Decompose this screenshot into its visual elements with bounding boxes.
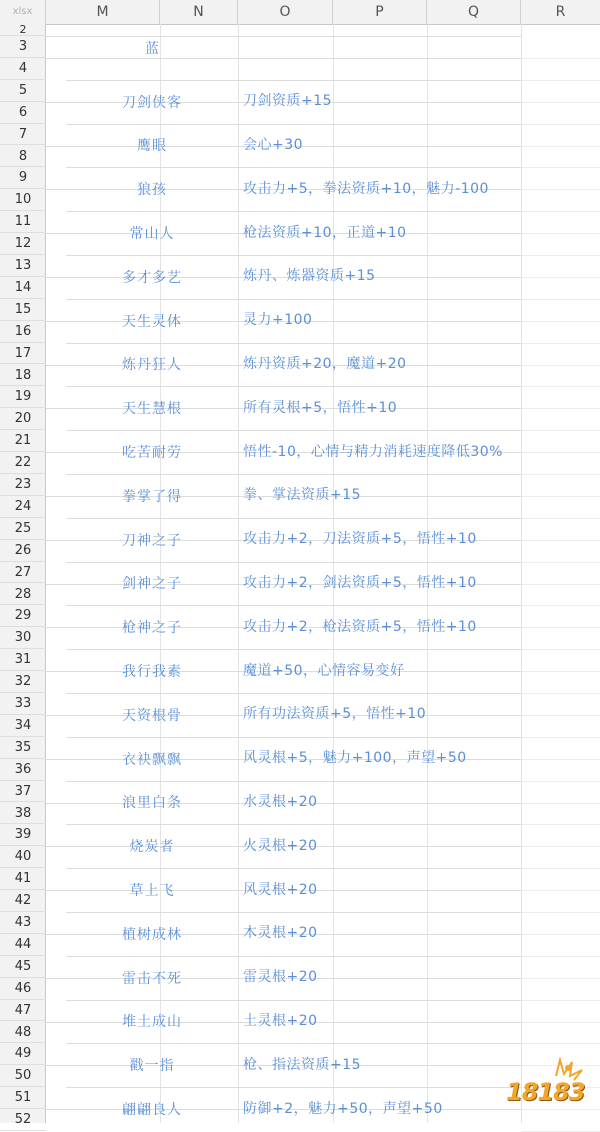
trait-effect-cell[interactable]: 枪、指法资质+15 xyxy=(243,1056,362,1073)
grid-row-line xyxy=(521,80,600,81)
row-number[interactable]: 7 xyxy=(0,124,46,146)
row-number[interactable]: 42 xyxy=(0,890,46,912)
row-number[interactable]: 27 xyxy=(0,562,46,584)
grid-row-line xyxy=(521,846,600,847)
grid-row-line xyxy=(521,912,600,913)
grid-row-line xyxy=(521,518,600,519)
trait-effect-cell[interactable]: 水灵根+20 xyxy=(243,793,318,810)
grid-row-line xyxy=(521,540,600,541)
trait-name-cell[interactable]: 炼丹狂人 xyxy=(122,357,182,374)
trait-name-cell[interactable]: 戳一指 xyxy=(129,1058,175,1075)
grid-row-line xyxy=(521,430,600,431)
trait-effect-cell[interactable]: 攻击力+2，剑法资质+5，悟性+10 xyxy=(243,574,477,591)
row-number[interactable]: 15 xyxy=(0,299,46,321)
grid-row-line xyxy=(521,737,600,738)
trait-effect-cell[interactable]: 所有灵根+5，悟性+10 xyxy=(243,399,398,416)
grid-row-line xyxy=(521,255,600,256)
trait-effect-cell[interactable]: 攻击力+2，枪法资质+5，悟性+10 xyxy=(243,618,477,635)
column-header-bar xyxy=(0,0,600,25)
trait-name-cell[interactable]: 我行我素 xyxy=(122,664,182,681)
trait-effect-cell[interactable]: 拳、掌法资质+15 xyxy=(243,487,362,504)
row-number[interactable]: 20 xyxy=(0,408,46,430)
row-number[interactable]: 31 xyxy=(0,649,46,671)
column-header-r[interactable]: R xyxy=(555,4,566,20)
grid-row-line xyxy=(521,233,600,234)
row-number[interactable]: 43 xyxy=(0,912,46,934)
grid-row-line xyxy=(521,693,600,694)
grid-row-line xyxy=(521,452,600,453)
grid-row-line xyxy=(521,627,600,628)
row-number[interactable]: 2 xyxy=(0,24,46,36)
row-number[interactable]: 30 xyxy=(0,627,46,649)
grid-row-line xyxy=(521,1022,600,1023)
trait-name-cell[interactable]: 雷击不死 xyxy=(122,970,182,987)
row-number[interactable]: 28 xyxy=(0,584,46,606)
grid-row-line xyxy=(521,605,600,606)
trait-name-cell[interactable]: 吃苦耐劳 xyxy=(122,445,182,462)
trait-effect-cell[interactable]: 悟性-10，心情与精力消耗速度降低30% xyxy=(243,443,503,460)
trait-effect-cell[interactable]: 枪法资质+10，正道+10 xyxy=(243,224,407,241)
grid-row-line xyxy=(521,386,600,387)
row-number[interactable]: 23 xyxy=(0,474,46,496)
row-number[interactable]: 6 xyxy=(0,102,46,124)
grid-row-line xyxy=(46,36,521,37)
row-number[interactable]: 34 xyxy=(0,715,46,737)
trait-effect-cell[interactable]: 刀剑资质+15 xyxy=(243,93,333,110)
row-number[interactable]: 50 xyxy=(0,1065,46,1087)
row-number[interactable]: 24 xyxy=(0,496,46,518)
grid-row-line xyxy=(521,167,600,168)
row-number[interactable]: 37 xyxy=(0,781,46,803)
row-number[interactable]: 11 xyxy=(0,211,46,233)
row-number[interactable]: 45 xyxy=(0,956,46,978)
grid-row-line xyxy=(521,1043,600,1044)
grid-row-line xyxy=(521,146,600,147)
grid-row-line xyxy=(521,343,600,344)
trait-effect-cell[interactable]: 雷灵根+20 xyxy=(243,969,318,986)
column-header-o[interactable]: O xyxy=(238,0,333,24)
row-number[interactable]: 41 xyxy=(0,868,46,890)
row-number[interactable]: 16 xyxy=(0,321,46,343)
grid-row-line xyxy=(521,671,600,672)
row-number[interactable]: 40 xyxy=(0,846,46,868)
trait-name-cell[interactable]: 浪里白条 xyxy=(122,795,182,812)
trait-name-cell[interactable]: 天生灵体 xyxy=(122,313,182,330)
row-number[interactable]: 21 xyxy=(0,430,46,452)
grid-row-line xyxy=(521,934,600,935)
grid-row-line xyxy=(521,781,600,782)
grid-row-line xyxy=(521,365,600,366)
trait-effect-cell[interactable]: 火灵根+20 xyxy=(243,837,318,854)
trait-name-cell[interactable]: 翩翩良人 xyxy=(122,1102,182,1119)
trait-name-cell[interactable]: 拳掌了得 xyxy=(122,488,182,505)
trait-effect-cell[interactable]: 炼丹、炼器资质+15 xyxy=(243,268,376,285)
grid-row-line xyxy=(521,759,600,760)
column-header-p[interactable]: P xyxy=(333,0,427,24)
site-logo xyxy=(506,1056,590,1110)
row-number[interactable]: 44 xyxy=(0,934,46,956)
trait-name-cell[interactable]: 草上飞 xyxy=(129,883,175,900)
grid-row-line xyxy=(521,584,600,585)
trait-name-cell[interactable]: 枪神之子 xyxy=(122,620,182,637)
grid-row-line xyxy=(521,562,600,563)
row-number[interactable]: 47 xyxy=(0,1000,46,1022)
row-number[interactable]: 36 xyxy=(0,759,46,781)
trait-name-cell[interactable]: 植树成林 xyxy=(122,926,182,943)
row-number[interactable]: 25 xyxy=(0,518,46,540)
row-number[interactable]: 52 xyxy=(0,1109,46,1131)
column-header-q[interactable]: Q xyxy=(427,0,521,24)
row-number[interactable]: 26 xyxy=(0,540,46,562)
row-number[interactable]: 49 xyxy=(0,1043,46,1065)
grid-row-line xyxy=(521,890,600,891)
trait-name-cell[interactable]: 衣袂飘飘 xyxy=(122,751,182,768)
row-number[interactable]: 46 xyxy=(0,978,46,1000)
trait-name-cell[interactable]: 常山人 xyxy=(129,226,175,243)
trait-effect-cell[interactable]: 攻击力+2，刀法资质+5，悟性+10 xyxy=(243,531,477,548)
row-number[interactable]: 33 xyxy=(0,693,46,715)
row-number[interactable]: 38 xyxy=(0,803,46,825)
trait-name-cell[interactable]: 堆土成山 xyxy=(122,1014,182,1031)
trait-name-cell[interactable]: 狼孩 xyxy=(137,182,167,199)
grid-row-line xyxy=(521,496,600,497)
row-header-column xyxy=(0,23,46,1128)
trait-effect-cell[interactable]: 攻击力+5，拳法资质+10，魅力-100 xyxy=(243,180,489,197)
trait-name-cell[interactable]: 刀剑侠客 xyxy=(122,94,182,111)
trait-effect-cell[interactable]: 防御+2，魅力+50，声望+50 xyxy=(243,1100,443,1117)
watermark-text: 18183 xyxy=(506,1078,585,1106)
row-number[interactable]: 5 xyxy=(0,80,46,102)
grid-row-line xyxy=(521,824,600,825)
grid-row-line xyxy=(521,649,600,650)
grid-row-line xyxy=(521,124,600,125)
row-number[interactable]: 29 xyxy=(0,605,46,627)
quality-label-cell[interactable]: 蓝 xyxy=(145,41,159,57)
grid-row-line xyxy=(521,474,600,475)
row-number[interactable]: 3 xyxy=(0,36,46,58)
grid-row-line xyxy=(521,1000,600,1001)
row-number[interactable]: 13 xyxy=(0,255,46,277)
trait-effect-cell[interactable]: 土灵根+20 xyxy=(243,1012,318,1029)
row-number[interactable]: 14 xyxy=(0,277,46,299)
trait-effect-cell[interactable]: 会心+30 xyxy=(243,136,304,153)
trait-name-cell[interactable]: 刀神之子 xyxy=(122,532,182,549)
grid-row-line xyxy=(521,277,600,278)
grid-row-line xyxy=(521,803,600,804)
row-number[interactable]: 17 xyxy=(0,343,46,365)
grid-row-line xyxy=(521,321,600,322)
column-header-m[interactable]: M xyxy=(46,0,160,24)
trait-name-cell[interactable]: 剑神之子 xyxy=(122,576,182,593)
row-number[interactable]: 32 xyxy=(0,671,46,693)
row-number[interactable]: 18 xyxy=(0,365,46,387)
row-number[interactable]: 51 xyxy=(0,1087,46,1109)
grid-row-line xyxy=(521,978,600,979)
grid-row-line xyxy=(521,715,600,716)
row-number[interactable]: 4 xyxy=(0,58,46,80)
trait-effect-cell[interactable]: 所有功法资质+5，悟性+10 xyxy=(243,706,427,723)
row-number[interactable]: 39 xyxy=(0,824,46,846)
row-number[interactable]: 48 xyxy=(0,1022,46,1044)
grid-row-line xyxy=(521,211,600,212)
trait-effect-cell[interactable]: 炼丹资质+20，魔道+20 xyxy=(243,355,407,372)
row-number[interactable]: 35 xyxy=(0,737,46,759)
row-number[interactable]: 8 xyxy=(0,146,46,168)
trait-effect-cell[interactable]: 灵力+100 xyxy=(243,312,313,329)
row-number[interactable]: 12 xyxy=(0,233,46,255)
trait-name-cell[interactable]: 多才多艺 xyxy=(122,269,182,286)
trait-name-cell[interactable]: 烧炭者 xyxy=(129,839,175,856)
row-number[interactable]: 19 xyxy=(0,386,46,408)
grid-row-line xyxy=(521,956,600,957)
trait-effect-cell[interactable]: 风灵根+5，魅力+100，声望+50 xyxy=(243,750,467,767)
row-number[interactable]: 9 xyxy=(0,167,46,189)
trait-name-cell[interactable]: 天生慧根 xyxy=(122,401,182,418)
grid-row-line xyxy=(521,408,600,409)
grid-row-line xyxy=(521,189,600,190)
select-all-corner[interactable]: xlsx xyxy=(0,0,46,24)
column-header-n[interactable]: N xyxy=(160,0,238,24)
trait-effect-cell[interactable]: 魔道+50，心情容易变好 xyxy=(243,662,405,679)
trait-effect-cell[interactable]: 木灵根+20 xyxy=(243,925,318,942)
grid-row-line xyxy=(521,868,600,869)
trait-effect-cell[interactable]: 风灵根+20 xyxy=(243,881,318,898)
trait-name-cell[interactable]: 天资根骨 xyxy=(122,707,182,724)
grid-row-line xyxy=(521,102,600,103)
row-number[interactable]: 22 xyxy=(0,452,46,474)
grid-row-line xyxy=(521,58,600,59)
grid-row-line xyxy=(521,299,600,300)
row-number[interactable]: 10 xyxy=(0,189,46,211)
trait-name-cell[interactable]: 鹰眼 xyxy=(137,138,167,155)
